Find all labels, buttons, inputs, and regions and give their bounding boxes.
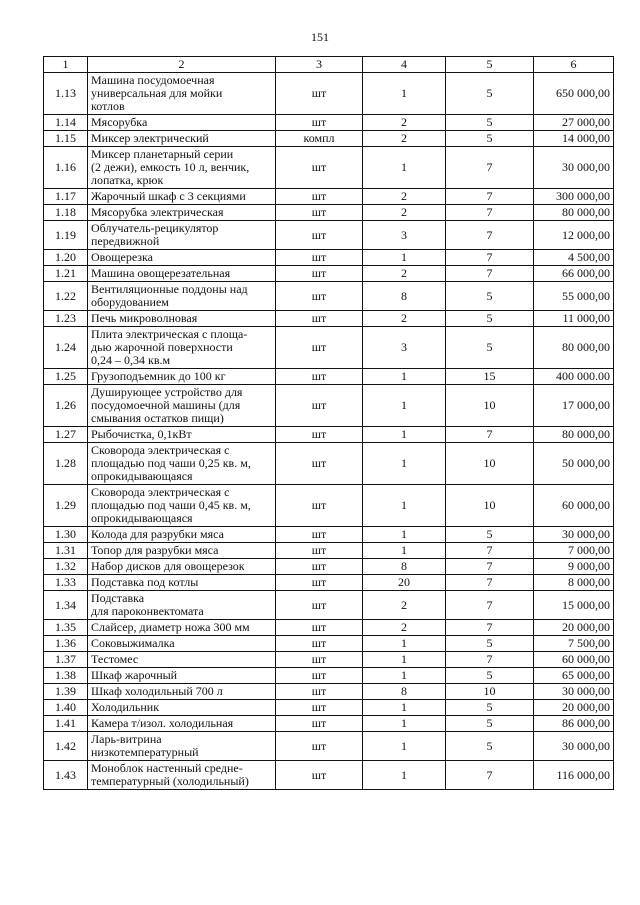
service-period: 7 — [446, 427, 534, 443]
service-period: 7 — [446, 205, 534, 221]
table-row — [44, 636, 614, 652]
row-number: 1.41 — [44, 716, 88, 732]
item-name-line: низкотемпературный — [91, 745, 199, 759]
item-name-line: для пароконвектомата — [91, 604, 204, 618]
quantity: 1 — [363, 636, 446, 652]
service-period: 5 — [446, 327, 534, 369]
price: 20 000,00 — [534, 700, 614, 716]
item-name — [88, 668, 276, 684]
item-name — [88, 311, 276, 327]
item-name — [88, 575, 276, 591]
quantity: 1 — [363, 250, 446, 266]
item-name-line: площадью под чаши 0,25 кв. м, — [91, 456, 251, 470]
table-row — [44, 221, 614, 250]
row-number: 1.34 — [44, 591, 88, 620]
item-name — [88, 652, 276, 668]
item-name-line: Шкаф жарочный — [91, 668, 178, 682]
item-name — [88, 620, 276, 636]
unit-of-measure: шт — [276, 189, 363, 205]
service-period: 5 — [446, 73, 534, 115]
row-number: 1.13 — [44, 73, 88, 115]
table-row — [44, 385, 614, 427]
row-number: 1.22 — [44, 282, 88, 311]
quantity: 2 — [363, 189, 446, 205]
quantity: 1 — [363, 700, 446, 716]
row-number: 1.32 — [44, 559, 88, 575]
service-period: 5 — [446, 282, 534, 311]
item-name-line: площадью под чаши 0,45 кв. м, — [91, 498, 251, 512]
row-number: 1.38 — [44, 668, 88, 684]
row-number: 1.24 — [44, 327, 88, 369]
price: 80 000,00 — [534, 327, 614, 369]
unit-of-measure: шт — [276, 385, 363, 427]
price: 15 000,00 — [534, 591, 614, 620]
quantity: 1 — [363, 427, 446, 443]
row-number: 1.28 — [44, 443, 88, 485]
unit-of-measure: шт — [276, 73, 363, 115]
item-name-line: Мясорубка — [91, 115, 148, 129]
item-name-line: Топор для разрубки мяса — [91, 543, 219, 557]
table-row — [44, 485, 614, 527]
table-row — [44, 189, 614, 205]
price: 400 000.00 — [534, 369, 614, 385]
item-name-line: Тестомес — [91, 652, 139, 666]
table-row — [44, 131, 614, 147]
table-row — [44, 282, 614, 311]
item-name — [88, 147, 276, 189]
row-number: 1.25 — [44, 369, 88, 385]
table-row — [44, 443, 614, 485]
unit-of-measure: шт — [276, 652, 363, 668]
service-period: 15 — [446, 369, 534, 385]
price: 14 000,00 — [534, 131, 614, 147]
service-period: 10 — [446, 385, 534, 427]
price: 30 000,00 — [534, 527, 614, 543]
item-name — [88, 636, 276, 652]
row-number: 1.27 — [44, 427, 88, 443]
table-row — [44, 732, 614, 761]
table-row — [44, 427, 614, 443]
service-period: 5 — [446, 636, 534, 652]
item-name-line: Мясорубка электрическая — [91, 205, 224, 219]
service-period: 7 — [446, 189, 534, 205]
item-name-line: опрокидывающаяся — [91, 469, 193, 483]
row-number: 1.26 — [44, 385, 88, 427]
quantity: 2 — [363, 115, 446, 131]
item-name-line: Колода для разрубки мяса — [91, 527, 224, 541]
item-name — [88, 684, 276, 700]
service-period: 7 — [446, 250, 534, 266]
table-row — [44, 700, 614, 716]
service-period: 5 — [446, 527, 534, 543]
quantity: 2 — [363, 311, 446, 327]
item-name-line: Жарочный шкаф с 3 секциями — [91, 189, 246, 203]
table-row — [44, 543, 614, 559]
item-name — [88, 443, 276, 485]
unit-of-measure: шт — [276, 369, 363, 385]
quantity: 2 — [363, 266, 446, 282]
unit-of-measure: шт — [276, 543, 363, 559]
item-name-line: Сковорода электрическая с — [91, 485, 230, 499]
unit-of-measure: шт — [276, 591, 363, 620]
table-row — [44, 527, 614, 543]
item-name — [88, 543, 276, 559]
table-row — [44, 761, 614, 790]
quantity: 2 — [363, 131, 446, 147]
service-period: 10 — [446, 485, 534, 527]
service-period: 5 — [446, 311, 534, 327]
price: 4 500,00 — [534, 250, 614, 266]
unit-of-measure: шт — [276, 250, 363, 266]
unit-of-measure: шт — [276, 732, 363, 761]
item-name — [88, 385, 276, 427]
table-row — [44, 327, 614, 369]
item-name-line: Плита электрическая с площа- — [91, 327, 248, 341]
price: 17 000,00 — [534, 385, 614, 427]
item-name — [88, 761, 276, 790]
price: 55 000,00 — [534, 282, 614, 311]
quantity: 2 — [363, 620, 446, 636]
price: 30 000,00 — [534, 147, 614, 189]
unit-of-measure: шт — [276, 620, 363, 636]
service-period: 5 — [446, 732, 534, 761]
table-row — [44, 575, 614, 591]
quantity: 8 — [363, 559, 446, 575]
quantity: 3 — [363, 221, 446, 250]
equipment-table — [43, 56, 614, 790]
column-number: 5 — [446, 57, 534, 73]
row-number: 1.14 — [44, 115, 88, 131]
column-number: 3 — [276, 57, 363, 73]
item-name — [88, 527, 276, 543]
item-name-line: Печь микроволновая — [91, 311, 198, 325]
item-name-line: передвижной — [91, 234, 160, 248]
column-number: 1 — [44, 57, 88, 73]
service-period: 7 — [446, 221, 534, 250]
service-period: 5 — [446, 115, 534, 131]
table-row — [44, 591, 614, 620]
item-name — [88, 115, 276, 131]
equipment-table-body — [44, 57, 614, 790]
unit-of-measure: шт — [276, 575, 363, 591]
item-name — [88, 250, 276, 266]
table-row — [44, 369, 614, 385]
table-row — [44, 266, 614, 282]
item-name-line: Подставка — [91, 591, 145, 605]
price: 9 000,00 — [534, 559, 614, 575]
price: 8 000,00 — [534, 575, 614, 591]
item-name — [88, 131, 276, 147]
item-name-line: Овощерезка — [91, 250, 154, 264]
quantity: 1 — [363, 652, 446, 668]
price: 65 000,00 — [534, 668, 614, 684]
table-row — [44, 147, 614, 189]
row-number: 1.30 — [44, 527, 88, 543]
table-row — [44, 115, 614, 131]
row-number: 1.20 — [44, 250, 88, 266]
row-number: 1.23 — [44, 311, 88, 327]
quantity: 2 — [363, 205, 446, 221]
item-name-line: 0,24 – 0,34 кв.м — [91, 353, 171, 367]
item-name-line: температурный (холодильный) — [91, 774, 249, 788]
item-name — [88, 559, 276, 575]
table-row — [44, 559, 614, 575]
quantity: 1 — [363, 147, 446, 189]
item-name-line: Душирующее устройство для — [91, 385, 243, 399]
unit-of-measure: шт — [276, 761, 363, 790]
quantity: 1 — [363, 716, 446, 732]
item-name-line: Вентиляционные поддоны над — [91, 282, 248, 296]
service-period: 7 — [446, 559, 534, 575]
item-name — [88, 327, 276, 369]
item-name-line: Подставка под котлы — [91, 575, 199, 589]
unit-of-measure: шт — [276, 427, 363, 443]
price: 11 000,00 — [534, 311, 614, 327]
item-name-line: Ларь-витрина — [91, 732, 162, 746]
quantity: 2 — [363, 591, 446, 620]
item-name-line: (2 дежи), емкость 10 л, венчик, — [91, 160, 250, 174]
table-row — [44, 668, 614, 684]
item-name-line: Моноблок настенный средне- — [91, 761, 243, 775]
price: 80 000,00 — [534, 205, 614, 221]
item-name — [88, 700, 276, 716]
service-period: 5 — [446, 668, 534, 684]
table-row — [44, 205, 614, 221]
item-name-line: Грузоподъемник до 100 кг — [91, 369, 226, 383]
item-name — [88, 369, 276, 385]
price: 7 500,00 — [534, 636, 614, 652]
item-name-line: котлов — [91, 99, 125, 113]
quantity: 1 — [363, 761, 446, 790]
column-number-row — [44, 57, 614, 73]
price: 20 000,00 — [534, 620, 614, 636]
item-name-line: Миксер электрический — [91, 131, 209, 145]
item-name — [88, 716, 276, 732]
service-period: 7 — [446, 266, 534, 282]
row-number: 1.39 — [44, 684, 88, 700]
unit-of-measure: шт — [276, 266, 363, 282]
service-period: 7 — [446, 652, 534, 668]
unit-of-measure: шт — [276, 221, 363, 250]
item-name-line: Соковыжималка — [91, 636, 175, 650]
quantity: 1 — [363, 668, 446, 684]
item-name — [88, 282, 276, 311]
item-name — [88, 591, 276, 620]
item-name-line: оборудованием — [91, 295, 169, 309]
service-period: 5 — [446, 131, 534, 147]
item-name-line: Миксер планетарный серии — [91, 147, 234, 161]
item-name — [88, 732, 276, 761]
item-name-line: смывания остатков пищи) — [91, 411, 224, 425]
item-name — [88, 266, 276, 282]
table-row — [44, 652, 614, 668]
service-period: 7 — [446, 620, 534, 636]
unit-of-measure: шт — [276, 443, 363, 485]
quantity: 20 — [363, 575, 446, 591]
service-period: 5 — [446, 716, 534, 732]
item-name-line: Набор дисков для овощерезок — [91, 559, 245, 573]
quantity: 3 — [363, 327, 446, 369]
item-name-line: Машина овощерезательная — [91, 266, 231, 280]
unit-of-measure: шт — [276, 668, 363, 684]
unit-of-measure: шт — [276, 311, 363, 327]
row-number: 1.31 — [44, 543, 88, 559]
price: 80 000,00 — [534, 427, 614, 443]
quantity: 8 — [363, 282, 446, 311]
price: 50 000,00 — [534, 443, 614, 485]
price: 86 000,00 — [534, 716, 614, 732]
item-name — [88, 221, 276, 250]
item-name-line: универсальная для мойки — [91, 86, 223, 100]
unit-of-measure: шт — [276, 527, 363, 543]
row-number: 1.21 — [44, 266, 88, 282]
quantity: 1 — [363, 369, 446, 385]
price: 30 000,00 — [534, 732, 614, 761]
quantity: 1 — [363, 485, 446, 527]
row-number: 1.17 — [44, 189, 88, 205]
table-row — [44, 73, 614, 115]
price: 116 000,00 — [534, 761, 614, 790]
quantity: 1 — [363, 443, 446, 485]
item-name — [88, 485, 276, 527]
item-name-line: дью жарочной поверхности — [91, 340, 233, 354]
row-number: 1.42 — [44, 732, 88, 761]
price: 66 000,00 — [534, 266, 614, 282]
row-number: 1.33 — [44, 575, 88, 591]
service-period: 7 — [446, 591, 534, 620]
price: 60 000,00 — [534, 485, 614, 527]
row-number: 1.40 — [44, 700, 88, 716]
quantity: 1 — [363, 732, 446, 761]
service-period: 5 — [446, 700, 534, 716]
quantity: 1 — [363, 73, 446, 115]
unit-of-measure: шт — [276, 559, 363, 575]
quantity: 1 — [363, 543, 446, 559]
service-period: 7 — [446, 761, 534, 790]
item-name-line: посудомоечной машины (для — [91, 398, 241, 412]
row-number: 1.16 — [44, 147, 88, 189]
service-period: 7 — [446, 147, 534, 189]
unit-of-measure: шт — [276, 282, 363, 311]
quantity: 8 — [363, 684, 446, 700]
unit-of-measure: шт — [276, 700, 363, 716]
item-name — [88, 427, 276, 443]
row-number: 1.35 — [44, 620, 88, 636]
column-number: 6 — [534, 57, 614, 73]
row-number: 1.15 — [44, 131, 88, 147]
item-name-line: Холодильник — [91, 700, 160, 714]
item-name-line: Сковорода электрическая с — [91, 443, 230, 457]
unit-of-measure: шт — [276, 205, 363, 221]
row-number: 1.36 — [44, 636, 88, 652]
unit-of-measure: компл — [276, 131, 363, 147]
item-name-line: Шкаф холодильный 700 л — [91, 684, 223, 698]
column-number: 2 — [88, 57, 276, 73]
service-period: 7 — [446, 575, 534, 591]
unit-of-measure: шт — [276, 147, 363, 189]
price: 30 000,00 — [534, 684, 614, 700]
row-number: 1.18 — [44, 205, 88, 221]
row-number: 1.19 — [44, 221, 88, 250]
price: 60 000,00 — [534, 652, 614, 668]
unit-of-measure: шт — [276, 115, 363, 131]
table-row — [44, 311, 614, 327]
price: 650 000,00 — [534, 73, 614, 115]
unit-of-measure: шт — [276, 485, 363, 527]
column-number: 4 — [363, 57, 446, 73]
item-name-line: лопатка, крюк — [91, 173, 164, 187]
item-name-line: опрокидывающаяся — [91, 511, 193, 525]
table-row — [44, 250, 614, 266]
table-row — [44, 716, 614, 732]
unit-of-measure: шт — [276, 636, 363, 652]
unit-of-measure: шт — [276, 716, 363, 732]
service-period: 10 — [446, 443, 534, 485]
row-number: 1.37 — [44, 652, 88, 668]
service-period: 10 — [446, 684, 534, 700]
unit-of-measure: шт — [276, 684, 363, 700]
unit-of-measure: шт — [276, 327, 363, 369]
quantity: 1 — [363, 385, 446, 427]
row-number: 1.43 — [44, 761, 88, 790]
item-name — [88, 73, 276, 115]
row-number: 1.29 — [44, 485, 88, 527]
service-period: 7 — [446, 543, 534, 559]
item-name-line: Камера т/изол. холодильная — [91, 716, 234, 730]
table-row — [44, 684, 614, 700]
item-name-line: Облучатель-рецикулятор — [91, 221, 219, 235]
price: 12 000,00 — [534, 221, 614, 250]
item-name-line: Слайсер, диаметр ножа 300 мм — [91, 620, 250, 634]
item-name — [88, 189, 276, 205]
price: 27 000,00 — [534, 115, 614, 131]
item-name-line: Рыбочистка, 0,1кВт — [91, 427, 192, 441]
price: 7 000,00 — [534, 543, 614, 559]
table-row — [44, 620, 614, 636]
quantity: 1 — [363, 527, 446, 543]
item-name — [88, 205, 276, 221]
price: 300 000,00 — [534, 189, 614, 205]
page-number: 151 — [311, 30, 329, 44]
item-name-line: Машина посудомоечная — [91, 73, 215, 87]
